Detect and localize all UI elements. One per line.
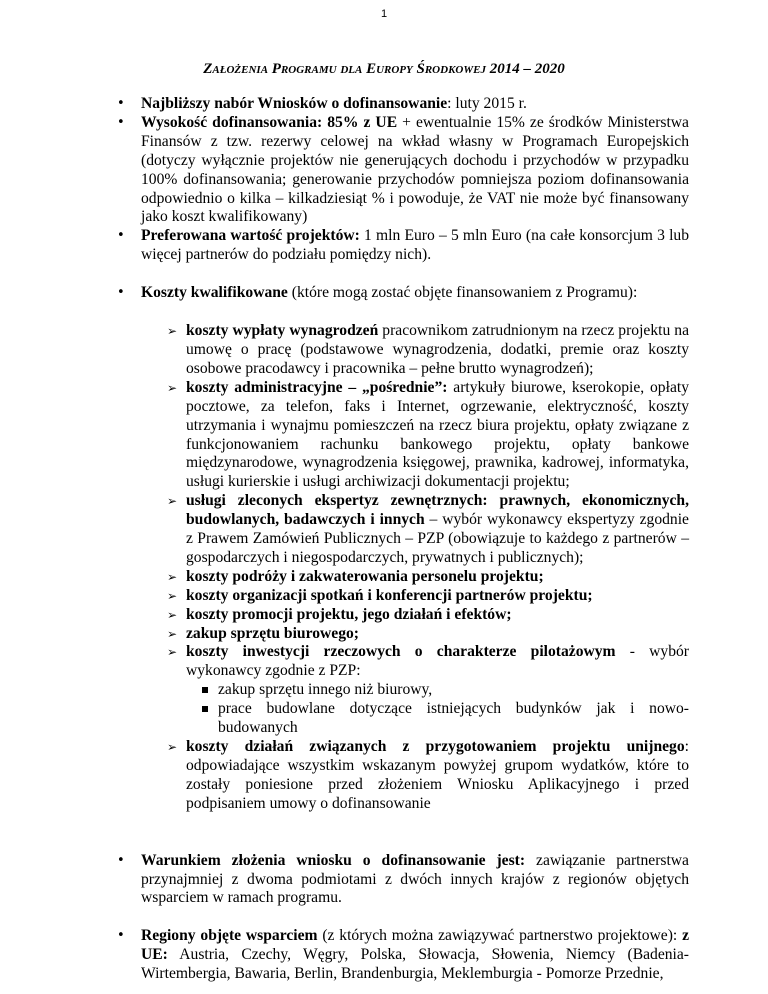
- list-item: [141, 95, 689, 114]
- item-text: : luty 2015 r.: [447, 95, 527, 112]
- item-heading: Najbliższy nabór Wniosków o dofinansowanie: [141, 95, 448, 112]
- cost-item: [186, 738, 689, 814]
- item-heading: koszty działań związanych z przygotowaniem projektu unijnego: [186, 738, 685, 755]
- item-heading-eu: z UE:: [141, 927, 689, 964]
- page-number: 1: [380, 8, 388, 20]
- cost-item: [186, 587, 689, 606]
- document-title: Założenia Programu dla Europy Środkowej 2014 – 2020: [203, 61, 565, 77]
- item-text: – wybór wykonawcy ekspertyzy zgodnie z Prawem Zamówień Publicznych – PZP (obowiązuje to każdego z partnerów – gospodarczych i niegospodarczych, prywatnych i publicznych);: [186, 511, 689, 566]
- item-heading: koszty wypłaty wynagrodzeń: [186, 322, 379, 340]
- item-text: (z których można zawiązywać partnerstwo projektowe):: [317, 927, 683, 945]
- item-heading: Preferowana wartość projektów:: [141, 227, 360, 245]
- item-text: artykuły biurowe, kserokopie, opłaty pocztowe, za telefon, faks i Internet, ogrzewanie, elektryczność, koszty utrzymania i wynajmu pomieszczeń na rzecz biura projektu, opłaty związane z funkcjonowaniem rachunku bankowego projektu, opłaty bankowe międzynarodowe, wynagrodzenia księgowej, prawnika, kadrowej, informatyka, usługi kurierskie i usługi archiwizacji dokumentacji projektu;: [186, 378, 689, 491]
- cost-item: [186, 379, 689, 492]
- cost-item: [186, 492, 689, 568]
- item-heading: koszty administracyjne – „pośrednie”:: [186, 378, 448, 396]
- item-text: + ewentualnie 15% ze środków Ministerstwa Finansów z tzw. rezerwy celowej na wkład własny w Programach Europejskich (dotyczy wyłącznie projektów nie generujących dochodu i przychodów w przypadku 100% dofinansowania; generowanie przychodów pomniejsza poziom dofinansowania odpowiednio o kilka – kilkadziesiąt % i powoduje, że VAT nie może być finansowany jako koszt kwalifikowany): [141, 113, 689, 226]
- item-heading: koszty podróży i zakwaterowania personelu projektu;: [186, 567, 544, 585]
- list-item-partnership: [141, 852, 689, 909]
- item-text: 1 mln Euro – 5 mln Euro (na całe konsorcjum 3 lub więcej partnerów do podziału pomiędzy nich).: [141, 227, 689, 264]
- item-heading: Regiony objęte wsparciem: [141, 927, 318, 945]
- item-heading: koszty organizacji spotkań i konferencji partnerów projektu;: [186, 586, 593, 604]
- item-heading: usługi zleconych ekspertyz zewnętrznych: prawnych, ekonomicznych, budowlanych, badawczych i innych: [186, 492, 689, 529]
- item-text: : odpowiadające wszystkim wskazanym powyżej grupom wydatków, które to zostały poniesione przed złożeniem Wniosku Aplikacyjnego i przed podpisaniem umowy o dofinansowanie: [186, 738, 689, 812]
- item-heading: Wysokość dofinansowania: 85% z UE: [141, 113, 398, 131]
- item-text: - wybór wykonawcy zgodnie z PZP:: [186, 643, 689, 680]
- item-heading: Warunkiem złożenia wniosku o dofinansowanie jest:: [141, 851, 526, 869]
- cost-item: [186, 322, 689, 379]
- cost-item: [186, 643, 689, 738]
- list-item-costs: [141, 284, 689, 813]
- item-text: (które mogą zostać objęte finansowaniem z Programu):: [287, 284, 638, 302]
- item-text: Austria, Czechy, Węgry, Polska, Słowacja, Słowenia, Niemcy (Badenia-Wirtembergia, Bawaria, Berlin, Brandenburgia, Meklemburgia - Pomorze Przednie,: [141, 946, 689, 983]
- cost-item: [186, 568, 689, 587]
- cost-item: [186, 625, 689, 644]
- item-text: pracownikom zatrudnionym na rzecz projektu na umowę o pracę (podstawowe wynagrodzenia, dodatki, premie oraz koszty osobowe pracodawcy i pracownika – pełne brutto wynagrodzeń);: [186, 322, 689, 377]
- list-item: [141, 227, 689, 265]
- document-body: [141, 95, 689, 984]
- item-heading: koszty inwestycji rzeczowych o charakterze pilotażowym: [186, 643, 616, 661]
- item-heading: koszty promocji projektu, jego działań i efektów;: [186, 605, 512, 623]
- sub-item: zakup sprzętu innego niż biurowy,: [218, 681, 689, 700]
- list-item-regions: [141, 927, 689, 984]
- list-item: [141, 114, 689, 227]
- cost-item: [186, 606, 689, 625]
- item-heading: zakup sprzętu biurowego;: [186, 624, 359, 642]
- sub-item: prace budowlane dotyczące istniejących budynków jak i nowo-budowanych: [218, 700, 689, 737]
- item-heading: Koszty kwalifikowane: [141, 284, 288, 302]
- item-text: zawiązanie partnerstwa przynajmniej z dwoma podmiotami z dwóch innych krajów z regionów objętych wsparciem w ramach programu.: [141, 851, 689, 907]
